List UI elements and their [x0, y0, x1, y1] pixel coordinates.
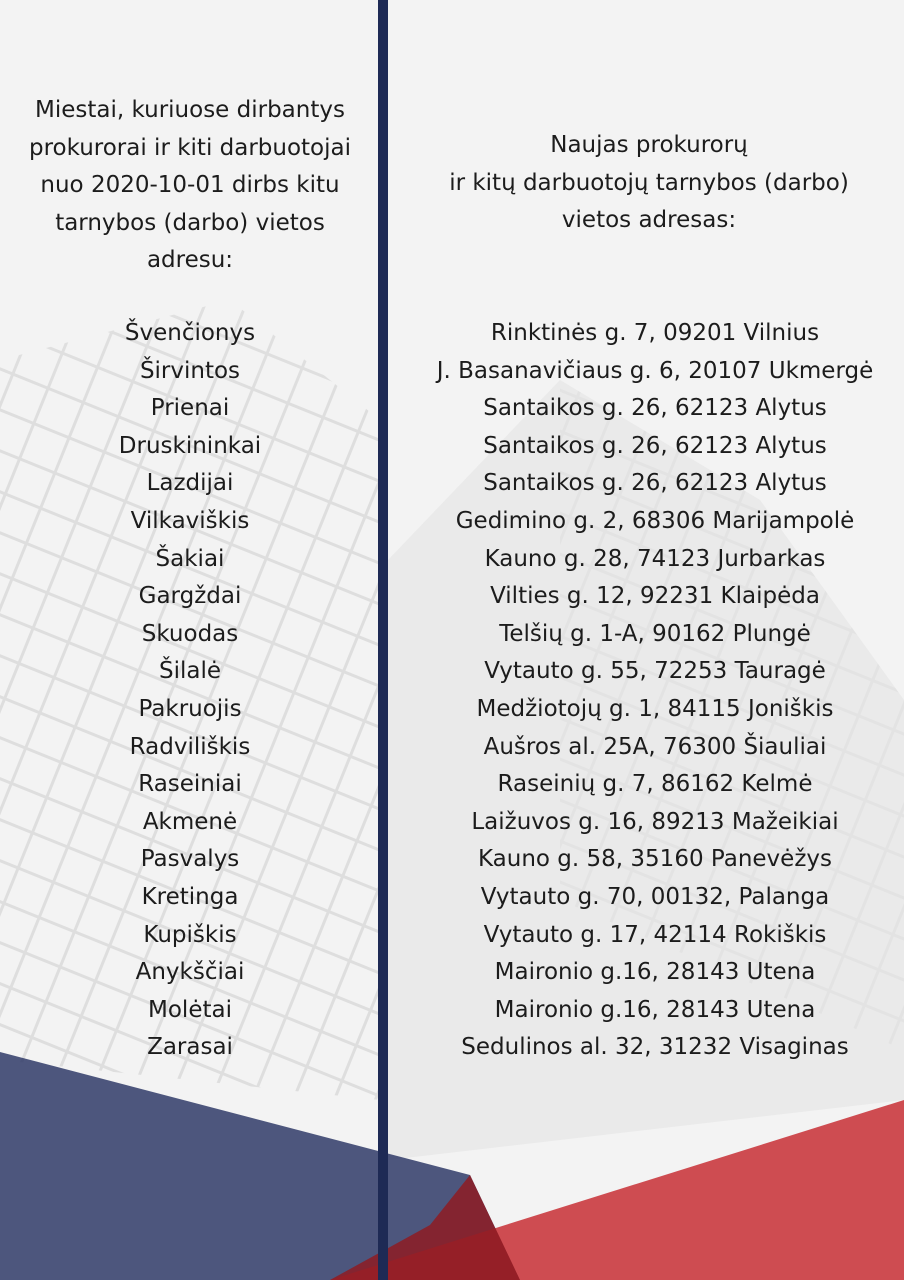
address-item: Santaikos g. 26, 62123 Alytus — [483, 395, 827, 422]
address-item: Vytauto g. 17, 42114 Rokiškis — [483, 921, 827, 948]
address-item: Rinktinės g. 7, 09201 Vilnius — [490, 320, 820, 346]
address-item: Gedimino g. 2, 68306 Marijampolė — [455, 507, 855, 534]
address-item: Maironio g.16, 28143 Utena — [494, 996, 816, 1023]
city-item: Širvintos — [139, 357, 241, 384]
address-item: Santaikos g. 26, 62123 Alytus — [483, 432, 827, 459]
address-item: Aušros al. 25A, 76300 Šiauliai — [483, 733, 827, 760]
city-item: Molėtai — [148, 996, 232, 1023]
address-item: Raseinių g. 7, 86162 Kelmė — [497, 771, 813, 798]
address-item: J. Basanavičiaus g. 6, 20107 Ukmergė — [436, 357, 874, 384]
right-column-heading — [400, 127, 904, 240]
address-item: Telšių g. 1-A, 90162 Plungė — [499, 620, 811, 647]
city-item: Pasvalys — [140, 846, 240, 873]
left-column — [0, 92, 380, 280]
city-item: Anykščiai — [135, 959, 245, 986]
address-item: Kauno g. 58, 35160 Panevėžys — [478, 846, 832, 873]
city-item: Skuodas — [141, 620, 239, 647]
address-item: Sedulinos al. 32, 31232 Visaginas — [461, 1034, 849, 1061]
city-item: Kupiškis — [143, 921, 237, 948]
city-item: Švenčionys — [124, 320, 256, 346]
right-heading-line: vietos adresas: — [561, 207, 737, 234]
city-item: Lazdijai — [146, 470, 234, 497]
address-item: Kauno g. 28, 74123 Jurbarkas — [484, 545, 826, 572]
left-heading-line: nuo 2020-10-01 dirbs kitu — [40, 172, 340, 199]
address-item: Vilties g. 12, 92231 Klaipėda — [490, 583, 820, 610]
city-list — [0, 315, 380, 1067]
address-item: Santaikos g. 26, 62123 Alytus — [483, 470, 827, 497]
city-item: Šilalė — [158, 658, 221, 685]
city-item: Pakruojis — [138, 695, 242, 722]
city-item: Radviliškis — [129, 733, 251, 760]
right-heading-line: Naujas prokurorų — [550, 132, 748, 158]
address-item: Maironio g.16, 28143 Utena — [494, 959, 816, 986]
address-item: Laižuvos g. 16, 89213 Mažeikiai — [471, 808, 839, 835]
city-item: Druskininkai — [118, 432, 262, 459]
right-column — [400, 127, 904, 240]
left-column-heading — [0, 92, 380, 280]
left-heading-line: adresu: — [146, 247, 234, 274]
city-item: Vilkaviškis — [130, 507, 250, 534]
address-list — [392, 315, 904, 1067]
city-item: Raseiniai — [138, 771, 242, 798]
address-item: Medžiotojų g. 1, 84115 Joniškis — [476, 695, 834, 722]
right-heading-line: ir kitų darbuotojų tarnybos (darbo) — [449, 169, 849, 196]
left-heading-line: tarnybos (darbo) vietos — [55, 209, 325, 236]
city-item: Šakiai — [155, 545, 225, 572]
city-item: Gargždai — [138, 583, 242, 610]
city-item: Kretinga — [141, 883, 239, 910]
address-item: Vytauto g. 70, 00132, Palanga — [480, 883, 830, 910]
city-item: Zarasai — [147, 1034, 233, 1061]
city-item: Akmenė — [142, 808, 238, 835]
left-heading-line: Miestai, kuriuose dirbantys — [35, 97, 345, 123]
city-item: Prienai — [150, 395, 230, 422]
address-item: Vytauto g. 55, 72253 Tauragė — [484, 658, 826, 685]
left-heading-line: prokurorai ir kiti darbuotojai — [28, 134, 352, 161]
